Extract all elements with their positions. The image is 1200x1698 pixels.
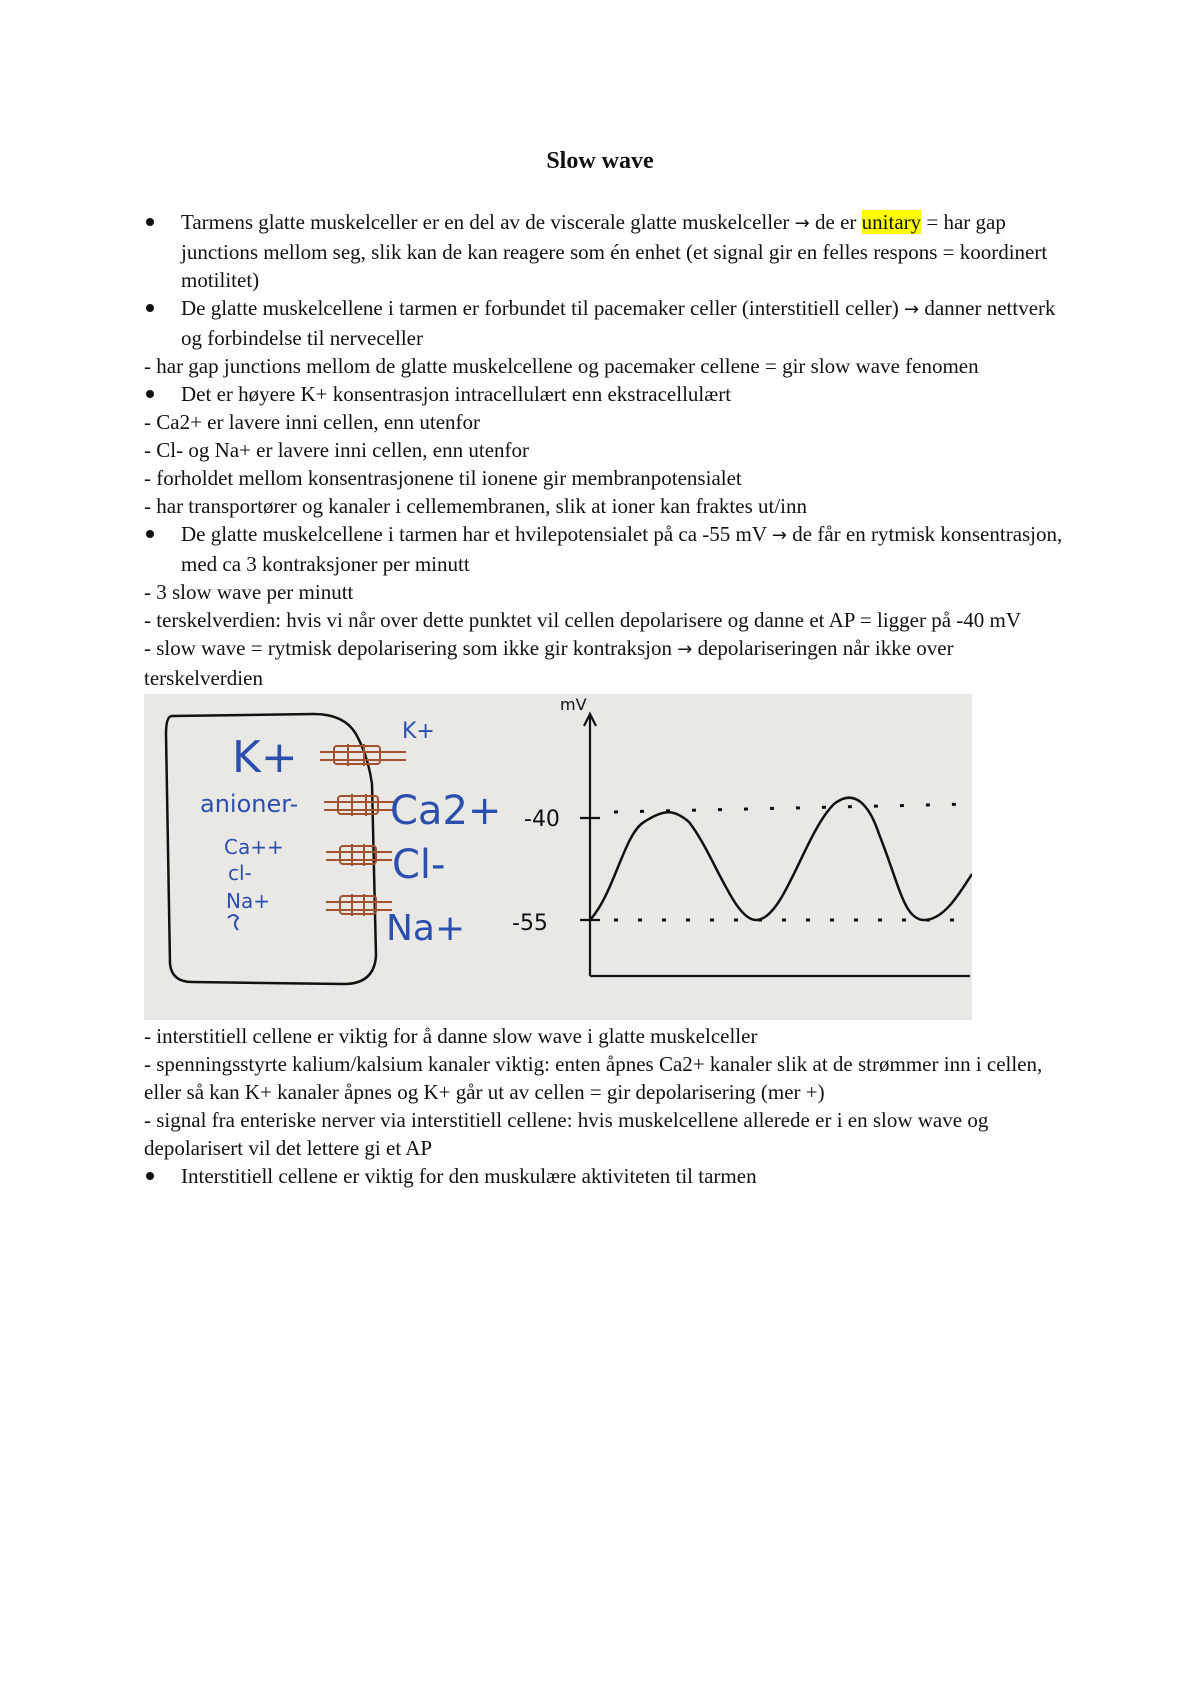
text-line: - har transportører og kanaler i cellemembranen, slik at ioner kan fraktes ut/inn xyxy=(144,494,807,518)
right-arrow-icon: → xyxy=(904,299,920,320)
ion-label-k: K+ xyxy=(232,732,298,783)
bullet-dot-icon xyxy=(146,218,154,226)
bullet-dot-icon xyxy=(146,304,154,312)
line-text: - slow wave = rytmisk depolarisering som ikke gir kontraksjon xyxy=(144,636,678,660)
channel-k xyxy=(320,744,406,766)
page-title: Slow wave xyxy=(546,148,654,174)
text-line: - 3 slow wave per minutt xyxy=(144,580,354,604)
bullet-item xyxy=(144,294,1064,352)
ion-label-ca: Ca++ xyxy=(224,835,284,859)
document-body xyxy=(144,208,1064,1190)
ion-label-na: Na+ xyxy=(226,889,270,913)
bullet-item xyxy=(144,1162,1064,1190)
text-line: - spenningsstyrte kalium/kalsium kanaler viktig: enten åpnes Ca2+ kanaler slik at de strømmer inn i cellen, eller så kan K+ kanaler åpnes og K+ går ut av cellen = gir depolarisering (mer +) xyxy=(144,1052,1043,1104)
whiteboard-drawing xyxy=(144,694,972,1020)
bullet-text: danner nettverk og forbindelse til nerveceller xyxy=(181,296,1056,350)
bullet-text: De glatte muskelcellene i tarmen har et hvilepotensialet på ca -55 mV xyxy=(181,522,772,546)
bullet-dot-icon xyxy=(146,1172,154,1180)
channel-label-k: K+ xyxy=(402,719,435,744)
channel-cl xyxy=(326,844,392,866)
threshold-dotted-line xyxy=(614,804,970,812)
y-axis-label: mV xyxy=(560,695,587,714)
text-line: - terskelverdien: hvis vi når over dette punktet vil cellen depolarisere og danne et AP = ligger på -40 mV xyxy=(144,608,1022,632)
right-arrow-icon: → xyxy=(677,639,693,660)
text-line: - har gap junctions mellom de glatte muskelcellene og pacemaker cellene = gir slow wave fenomen xyxy=(144,354,979,378)
text-line: - forholdet mellom konsentrasjonene til ionene gir membranpotensialet xyxy=(144,466,742,490)
highlighted-term: unitary xyxy=(861,210,922,234)
text-line: - Cl- og Na+ er lavere inni cellen, enn utenfor xyxy=(144,438,530,462)
slow-wave-curve xyxy=(590,798,972,920)
right-arrow-icon: → xyxy=(794,213,810,234)
ion-label-anions: anioner- xyxy=(200,790,299,818)
bullet-item xyxy=(144,520,1064,578)
text-line: - interstitiell cellene er viktig for å danne slow wave i glatte muskelceller xyxy=(144,1024,758,1048)
channel-label-na: Na+ xyxy=(386,908,466,949)
text-line: - signal fra enteriske nerver via interstitiell cellene: hvis muskelcellene allerede er i en slow wave og depolarisert vil det lettere gi et AP xyxy=(144,1108,989,1160)
bullet-text: = har gap junctions mellom seg, slik kan de kan reagere som én enhet (et signal gir en felles respons = koordinert motilitet) xyxy=(181,210,1048,292)
right-arrow-icon: → xyxy=(771,525,787,546)
ink-scribble xyxy=(228,915,238,930)
rest-label: -55 xyxy=(512,911,548,936)
bullet-item xyxy=(144,380,1064,408)
bullet-dot-icon xyxy=(146,390,154,398)
bullet-text: De glatte muskelcellene i tarmen er forbundet til pacemaker celler (interstitiell celler) xyxy=(181,296,904,320)
bullet-text: Tarmens glatte muskelceller er en del av de viscerale glatte muskelceller xyxy=(181,210,795,234)
channel-label-cl: Cl- xyxy=(392,842,446,888)
text-line xyxy=(144,634,1064,692)
ion-label-cl: cl- xyxy=(228,861,252,885)
whiteboard-figure xyxy=(144,694,972,1020)
threshold-label: -40 xyxy=(524,807,560,832)
channel-ca xyxy=(324,794,394,816)
bullet-text: Interstitiell cellene er viktig for den muskulære aktiviteten til tarmen xyxy=(181,1164,757,1188)
bullet-text: de får en rytmisk konsentrasjon, med ca 3 kontraksjoner per minutt xyxy=(181,522,1063,576)
bullet-dot-icon xyxy=(146,530,154,538)
graph-axes xyxy=(580,714,970,976)
text-line: - Ca2+ er lavere inni cellen, enn utenfor xyxy=(144,410,481,434)
bullet-text: de er xyxy=(809,210,862,234)
channel-label-ca: Ca2+ xyxy=(390,788,502,834)
bullet-text: Det er høyere K+ konsentrasjon intracellulært enn ekstracellulært xyxy=(181,382,732,406)
line-text: depolariseringen når ikke over terskelverdien xyxy=(144,636,954,690)
channel-na xyxy=(326,894,392,916)
bullet-item xyxy=(144,208,1064,294)
